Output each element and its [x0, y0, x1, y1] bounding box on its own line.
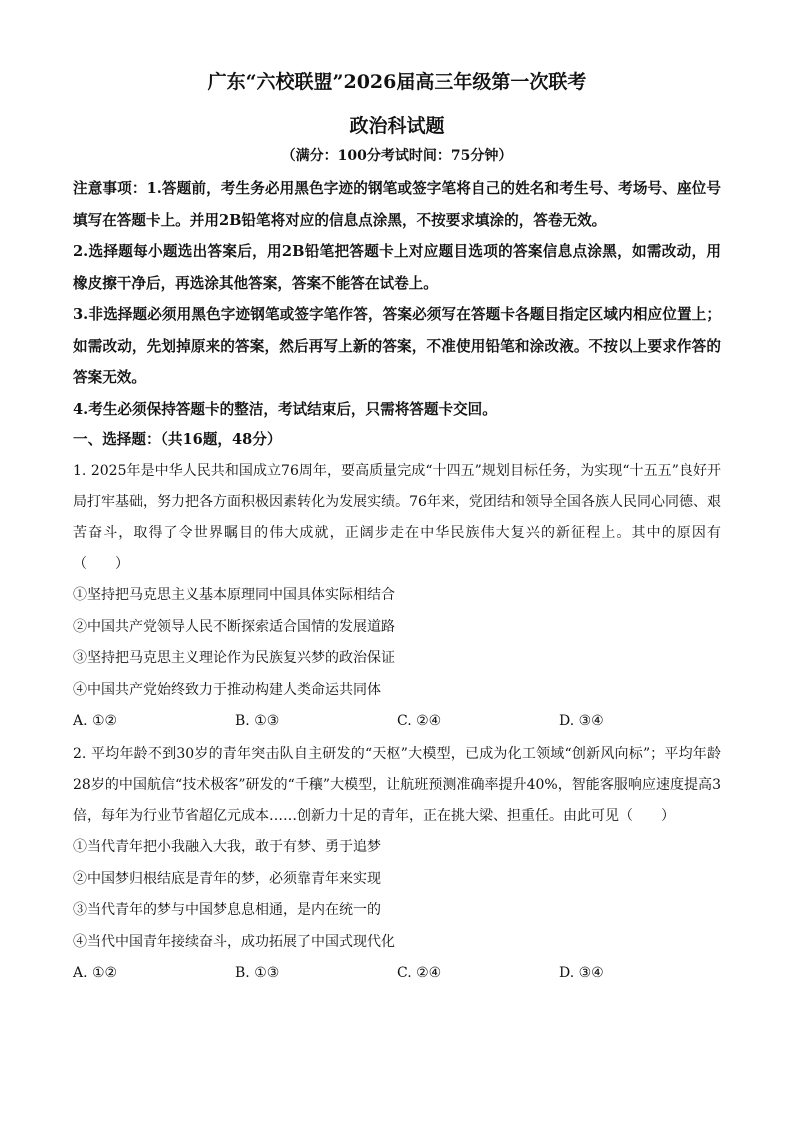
- answer-choices: [73, 958, 721, 989]
- answer-choice-c: C. ②④: [397, 965, 442, 981]
- question-option: ④当代中国青年接续奋斗，成功拓展了中国式现代化: [73, 933, 395, 950]
- exam-title: 广东“六校联盟”2026届高三年级第一次联考: [207, 71, 587, 93]
- question-2: [73, 739, 721, 989]
- notice-block: [73, 173, 721, 425]
- answer-choices: [73, 706, 721, 737]
- question-option: ①当代青年把小我融入大我，敢于有梦、勇于追梦: [73, 839, 381, 855]
- section-title: 一、选择题：（共16题，48分）: [73, 431, 282, 448]
- question-option: ①坚持把马克思主义基本原理同中国具体实际相结合: [73, 587, 395, 603]
- exam-page: [73, 68, 721, 989]
- question-option: ④中国共产党始终致力于推动构建人类命运共同体: [73, 681, 381, 698]
- question-option: ②中国共产党领导人民不断探索适合国情的发展道路: [73, 618, 395, 635]
- notice-item: 3.非选择题必须用黑色字迹钢笔或签字笔作答，答案必须写在答题卡各题目指定区域内相应位置上；如需改动，先划掉原来的答案，然后再写上新的答案，不准使用铅笔和涂改液。不按以上要求作答的答案无效。: [73, 306, 721, 386]
- answer-choice-b: B. ①③: [235, 965, 280, 981]
- question-option: ③坚持把马克思主义理论作为民族复兴梦的政治保证: [73, 650, 395, 666]
- exam-meta: （满分：100分考试时间：75分钟）: [281, 148, 513, 164]
- answer-choice-d: D. ③④: [559, 965, 604, 981]
- question-stem: 2. 平均年龄不到30岁的青年突击队自主研发的“天枢”大模型，已成为化工领域“创新风向标”；平均年龄28岁的中国航信“技术极客”研发的“千穰”大模型，让航班预测准确率提升40%，智能客服响应速度提高3倍，每年为行业节省超亿元成本……创新力十足的青年，正在挑大梁、担重任。由此可见（ ）: [73, 746, 721, 824]
- exam-subject: 政治科试题: [349, 115, 445, 137]
- answer-choice-a: A. ①②: [73, 965, 118, 981]
- notice-item: 4.考生必须保持答题卡的整洁，考试结束后，只需将答题卡交回。: [73, 400, 497, 418]
- answer-choice-a: A. ①②: [73, 713, 118, 729]
- question-stem: 1. 2025年是中华人民共和国成立76周年，要高质量完成“十四五”规划目标任务，为实现“十五五”良好开局打牢基础，努力把各方面积极因素转化为发展实绩。76年来，党团结和领导全国各族人民同心同德、艰苦奋斗，取得了令世界瞩目的伟大成就，正阔步走在中华民族伟大复兴的新征程上。其中的原因有（ ）: [73, 463, 721, 572]
- notice-item: 注意事项：1.答题前，考生务必用黑色字迹的钢笔或签字笔将自己的姓名和考生号、考场号、座位号填写在答题卡上。并用2B铅笔将对应的信息点涂黑，不按要求填涂的，答卷无效。: [73, 180, 721, 229]
- question-option: ②中国梦归根结底是青年的梦，必须靠青年来实现: [73, 870, 381, 887]
- answer-choice-c: C. ②④: [397, 713, 442, 729]
- answer-choice-d: D. ③④: [559, 713, 604, 729]
- question-1: [73, 456, 721, 737]
- question-option: ③当代青年的梦与中国梦息息相通，是内在统一的: [73, 902, 381, 918]
- answer-choice-b: B. ①③: [235, 713, 280, 729]
- notice-item: 2.选择题每小题选出答案后，用2B铅笔把答题卡上对应题目选项的答案信息点涂黑，如需改动，用橡皮擦干净后，再选涂其他答案，答案不能答在试卷上。: [73, 243, 721, 292]
